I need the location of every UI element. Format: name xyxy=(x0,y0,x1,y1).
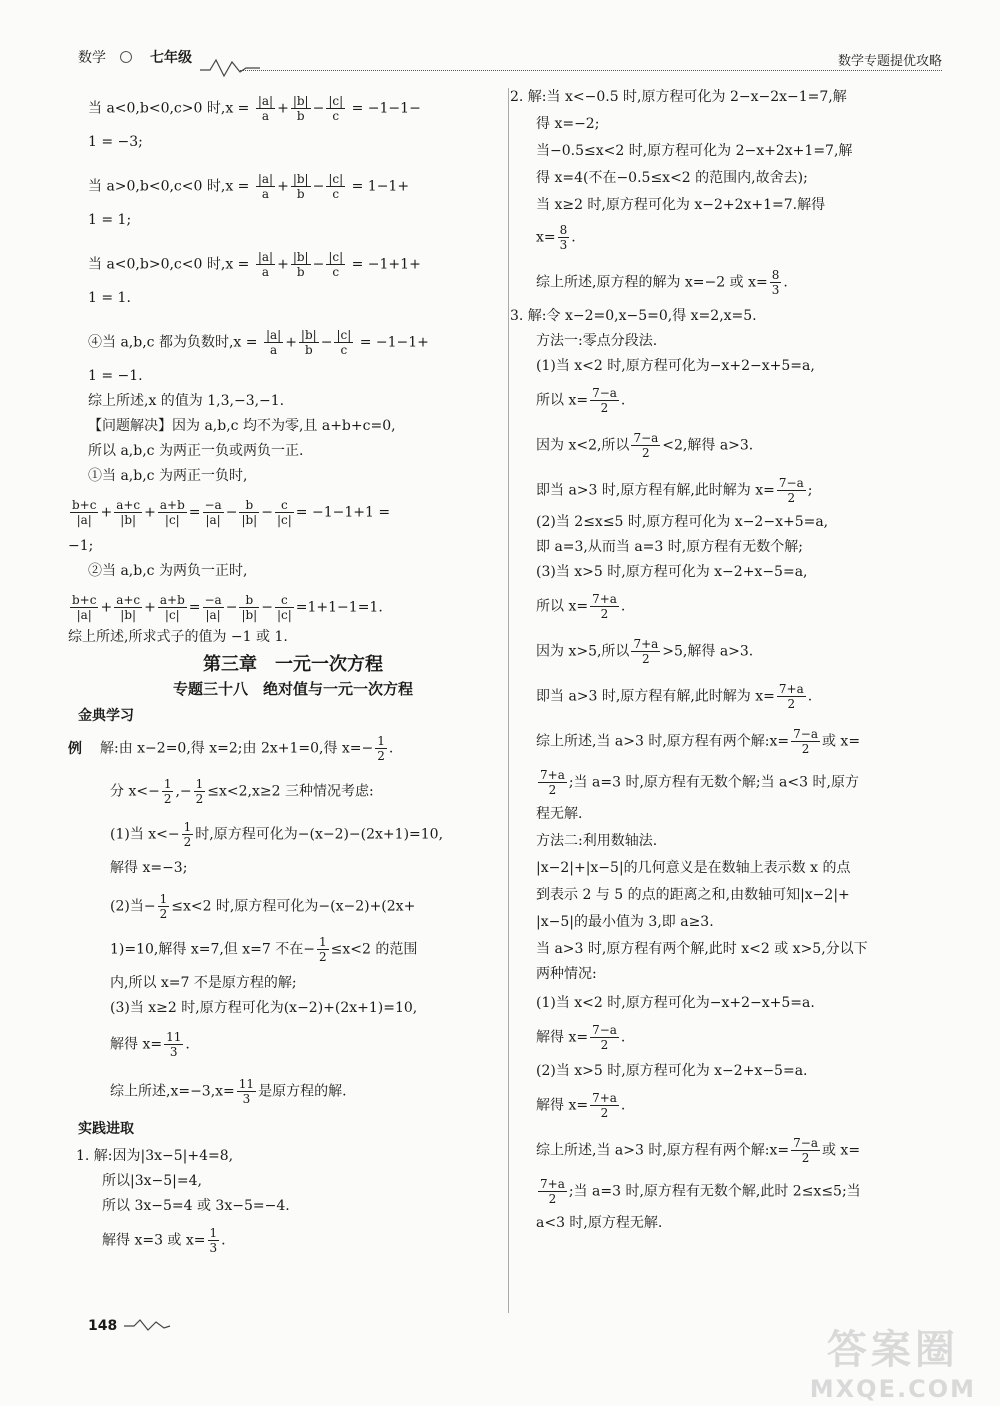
fraction: $\frac{a+c}{|b|}$ xyxy=(116,498,141,527)
section-heading: 实践进取 xyxy=(78,1121,134,1137)
fraction: $\frac{7+a}{2}$ xyxy=(540,1177,565,1206)
column-divider xyxy=(508,88,509,1313)
fraction: $\frac{b}{|b|}$ xyxy=(241,593,258,622)
line: 例 解:由 x−2=0,得 x=2;由 2x+1=0,得 x=− $\frac{1}{2}$ . xyxy=(68,734,394,763)
line: 综上所述,当 a>3 时,原方程有两个解:x= $\frac{7-a}{2}$ 或 x= xyxy=(536,727,861,756)
circle-icon xyxy=(120,51,132,63)
fraction: $\frac{b+c}{|a|}$ xyxy=(72,593,97,622)
line: (1)当 x<− $\frac{1}{2}$ 时,原方程可化为−(x−2)−(2x+1)=10, xyxy=(110,820,444,849)
fraction: $\frac{c}{|c|}$ xyxy=(276,498,292,527)
line: 综上所述,当 a>3 时,原方程有两个解:x= $\frac{7-a}{2}$ 或 x= xyxy=(536,1136,861,1165)
fraction: $\frac{a+c}{|b|}$ xyxy=(116,593,141,622)
fraction: $\frac{1}{2}$ xyxy=(318,935,327,964)
grade-label: 七年级 xyxy=(150,50,192,66)
line: (2)当 x>5 时,原方程可化为 x−2+x−5=a. xyxy=(536,1063,808,1079)
line: 得 x=4(不在−0.5≤x<2 的范围内,故舍去); xyxy=(536,170,808,186)
line: 两种情况: xyxy=(536,966,597,982)
line: 方法一:零点分段法. xyxy=(536,333,658,349)
fraction: $\frac{1}{2}$ xyxy=(183,820,192,849)
fraction: $\frac{|b|}{b}$ xyxy=(292,172,309,201)
line: 当 a>0,b<0,c<0 时,x = $\frac{|a|}{a}$ + $\frac{|b|}{b}$ − $\frac{|c|}{c}$ = 1−1+ xyxy=(88,172,410,201)
line: (1)当 x<2 时,原方程可化为−x+2−x+5=a, xyxy=(536,358,815,374)
fraction: $\frac{1}{2}$ xyxy=(159,892,168,921)
line: (3)当 x≥2 时,原方程可化为(x−2)+(2x+1)=10, xyxy=(110,1000,418,1016)
fraction: $\frac{7-a}{2}$ xyxy=(633,431,659,460)
line: 当 x≥2 时,原方程可化为 x−2+2x+1=7.解得 xyxy=(536,197,826,213)
fraction: $\frac{7-a}{2}$ xyxy=(793,1136,818,1165)
line: 所以 x= $\frac{7+a}{2}$ . xyxy=(536,592,626,621)
fraction: $\frac{a+b}{|c|}$ xyxy=(159,498,185,527)
fraction: $\frac{a+b}{|c|}$ xyxy=(159,593,185,622)
line: 1 = 1. xyxy=(88,290,131,306)
fraction: $\frac{|b|}{b}$ xyxy=(292,250,309,279)
fraction: $\frac{|c|}{c}$ xyxy=(328,172,344,201)
fraction: $\frac{7+a}{2}$ xyxy=(592,1091,617,1120)
page-header xyxy=(0,0,1000,80)
line: 因为 x<2,所以 $\frac{7-a}{2}$ <2,解得 a>3. xyxy=(536,431,754,460)
line: |x−5|的最小值为 3,即 a≥3. xyxy=(536,914,714,930)
fraction: $\frac{|c|}{c}$ xyxy=(328,250,344,279)
line: 因为 x>5,所以 $\frac{7+a}{2}$ >5,解得 a>3. xyxy=(536,637,754,666)
fraction: $\frac{|a|}{a}$ xyxy=(257,250,274,279)
fraction: $\frac{1}{3}$ xyxy=(209,1226,218,1255)
wave-icon xyxy=(122,1318,172,1332)
chapter-title: 第三章 一元一次方程 xyxy=(203,654,383,675)
watermark-text: 答案圈 xyxy=(826,1327,959,1373)
line: 综上所述,x 的值为 1,3,−3,−1. xyxy=(88,393,285,409)
line: 1 = −3; xyxy=(88,134,143,150)
line: a<3 时,原方程无解. xyxy=(536,1215,663,1231)
fraction: $\frac{7+a}{2}$ xyxy=(778,682,804,711)
right-column xyxy=(510,88,942,1233)
fraction: $\frac{7-a}{2}$ xyxy=(592,386,617,415)
fraction: $\frac{7+a}{2}$ xyxy=(540,768,565,797)
line: 解得 x= $\frac{7-a}{2}$ . xyxy=(536,1023,626,1052)
line: 程无解. xyxy=(536,806,583,822)
fraction: $\frac{|a|}{a}$ xyxy=(257,172,274,201)
watermark xyxy=(810,1318,976,1403)
line: $\frac{b+c}{|a|}$ + $\frac{a+c}{|b|}$ + $\frac{a+b}{|c|}$ = $\frac{-a}{|a|}$ − $\frac{b}{|b|}$ − $\frac{c}{|c|}$ =1+1−1=1. xyxy=(72,593,383,622)
page-number: 148 xyxy=(88,1318,172,1334)
fraction: $\frac{7-a}{2}$ xyxy=(592,1023,617,1052)
fraction: $\frac{|b|}{b}$ xyxy=(292,94,309,123)
line: 所以|3x−5|=4, xyxy=(102,1173,202,1189)
line: 当−0.5≤x<2 时,原方程可化为 2−x+2x+1=7,解 xyxy=(536,143,853,159)
line: 当 a>3 时,原方程有两个解,此时 x<2 或 x>5,分以下 xyxy=(536,941,868,957)
line: (2)当 2≤x≤5 时,原方程可化为 x−2−x+5=a, xyxy=(536,514,829,530)
line: ①当 a,b,c 为两正一负时, xyxy=(88,468,248,484)
line: 解得 x= $\frac{7+a}{2}$ . xyxy=(536,1091,626,1120)
line: 综上所述,所求式子的值为 −1 或 1. xyxy=(68,629,288,645)
line: 当 a<0,b<0,c>0 时,x = $\frac{|a|}{a}$ + $\frac{|b|}{b}$ − $\frac{|c|}{c}$ = −1−1− xyxy=(88,94,421,123)
line: 1)=10,解得 x=7,但 x=7 不在− $\frac{1}{2}$ ≤x<2 的范围 xyxy=(110,935,418,964)
line: 所以 3x−5=4 或 3x−5=−4. xyxy=(102,1198,290,1214)
fraction: $\frac{1}{2}$ xyxy=(195,777,204,806)
line: ④当 a,b,c 都为负数时,x = $\frac{|a|}{a}$ + $\frac{|b|}{b}$ − $\frac{|c|}{c}$ = −1−1+ xyxy=(88,328,429,357)
fraction: $\frac{7+a}{2}$ xyxy=(633,637,659,666)
topic-title: 专题三十八 绝对值与一元一次方程 xyxy=(172,680,413,698)
line: 到表示 2 与 5 的点的距离之和,由数轴可知|x−2|+ xyxy=(536,887,850,903)
fraction: $\frac{11}{3}$ xyxy=(238,1077,255,1106)
fraction: $\frac{|a|}{a}$ xyxy=(257,94,274,123)
line: 综上所述,原方程的解为 x=−2 或 x= $\frac{8}{3}$ . xyxy=(536,268,788,297)
line: 得 x=−2; xyxy=(536,116,600,132)
series-title: 数学专题提优攻略 xyxy=(837,54,942,69)
fraction: $\frac{|c|}{c}$ xyxy=(328,94,344,123)
line: $\frac{7+a}{2}$ ;当 a=3 时,原方程有无数个解,此时 2≤x≤5;当 xyxy=(540,1177,861,1206)
fraction: $\frac{7-a}{2}$ xyxy=(793,727,818,756)
fraction: $\frac{b}{|b|}$ xyxy=(241,498,258,527)
fraction: $\frac{8}{3}$ xyxy=(771,268,780,297)
fraction: $\frac{c}{|c|}$ xyxy=(276,593,292,622)
line: 即当 a>3 时,原方程有解,此时解为 x= $\frac{7-a}{2}$ ; xyxy=(536,476,813,505)
line: |x−2|+|x−5|的几何意义是在数轴上表示数 x 的点 xyxy=(536,860,851,876)
line: x= $\frac{8}{3}$ . xyxy=(536,223,576,252)
fraction: $\frac{|c|}{c}$ xyxy=(336,328,352,357)
line: 解得 x=3 或 x= $\frac{1}{3}$ . xyxy=(102,1226,226,1255)
line: 3. 解:令 x−2=0,x−5=0,得 x=2,x=5. xyxy=(510,308,757,324)
line: 分 x<− $\frac{1}{2}$ ,− $\frac{1}{2}$ ≤x<2,x≥2 三种情况考虑: xyxy=(110,777,374,806)
line: 内,所以 x=7 不是原方程的解; xyxy=(110,975,297,991)
watermark-url: MXQE.COM xyxy=(809,1375,976,1403)
wave-icon xyxy=(200,56,260,78)
line: ②当 a,b,c 为两负一正时, xyxy=(88,563,248,579)
line: $\frac{7+a}{2}$ ;当 a=3 时,原方程有无数个解;当 a<3 时,原方 xyxy=(540,768,859,797)
header-left xyxy=(78,47,192,67)
line: 方法二:利用数轴法. xyxy=(536,833,658,849)
line: 【问题解决】因为 a,b,c 均不为零,且 a+b+c=0, xyxy=(88,418,396,434)
fraction: $\frac{|a|}{a}$ xyxy=(265,328,282,357)
fraction: $\frac{|b|}{b}$ xyxy=(300,328,317,357)
fraction: $\frac{1}{2}$ xyxy=(377,734,385,763)
line: 2. 解:当 x<−0.5 时,原方程可化为 2−x−2x−1=7,解 xyxy=(510,89,847,105)
fraction: $\frac{1}{2}$ xyxy=(163,777,172,806)
line: 综上所述,x=−3,x= $\frac{11}{3}$ 是原方程的解. xyxy=(110,1077,347,1106)
fraction: $\frac{7+a}{2}$ xyxy=(592,592,617,621)
line: 所以 x= $\frac{7-a}{2}$ . xyxy=(536,386,626,415)
header-divider xyxy=(240,70,942,71)
line: 即 a=3,从而当 a=3 时,原方程有无数个解; xyxy=(536,539,803,555)
fraction: $\frac{7-a}{2}$ xyxy=(778,476,804,505)
line: 即当 a>3 时,原方程有解,此时解为 x= $\frac{7+a}{2}$ . xyxy=(536,682,813,711)
line: (3)当 x>5 时,原方程可化为 x−2+x−5=a, xyxy=(536,564,808,580)
line: $\frac{b+c}{|a|}$ + $\frac{a+c}{|b|}$ + $\frac{a+b}{|c|}$ = $\frac{-a}{|a|}$ − $\frac{b}{|b|}$ − $\frac{c}{|c|}$ = −1−1+1 = xyxy=(72,498,391,527)
line: 解得 x=−3; xyxy=(110,860,188,876)
line: −1; xyxy=(68,538,94,554)
line: 1 = −1. xyxy=(88,368,143,384)
fraction: $\frac{-a}{|a|}$ xyxy=(204,498,222,527)
line: 解得 x= $\frac{11}{3}$ . xyxy=(110,1030,190,1059)
fraction: $\frac{11}{3}$ xyxy=(166,1030,182,1059)
left-column xyxy=(68,88,498,1255)
subject-label: 数学 xyxy=(78,50,106,66)
line: 当 a<0,b>0,c<0 时,x = $\frac{|a|}{a}$ + $\frac{|b|}{b}$ − $\frac{|c|}{c}$ = −1+1+ xyxy=(88,250,421,279)
line: (1)当 x<2 时,原方程可化为−x+2−x+5=a. xyxy=(536,995,815,1011)
line: (2)当− $\frac{1}{2}$ ≤x<2 时,原方程可化为−(x−2)+(2x+ xyxy=(110,892,416,921)
fraction: $\frac{8}{3}$ xyxy=(559,223,568,252)
fraction: $\frac{-a}{|a|}$ xyxy=(204,593,222,622)
section-heading: 金典学习 xyxy=(78,708,134,724)
line: 1 = 1; xyxy=(88,212,132,228)
line: 所以 a,b,c 为两正一负或两负一正. xyxy=(88,443,304,459)
line: 1. 解:因为|3x−5|+4=8, xyxy=(76,1148,234,1164)
fraction: $\frac{b+c}{|a|}$ xyxy=(72,498,97,527)
